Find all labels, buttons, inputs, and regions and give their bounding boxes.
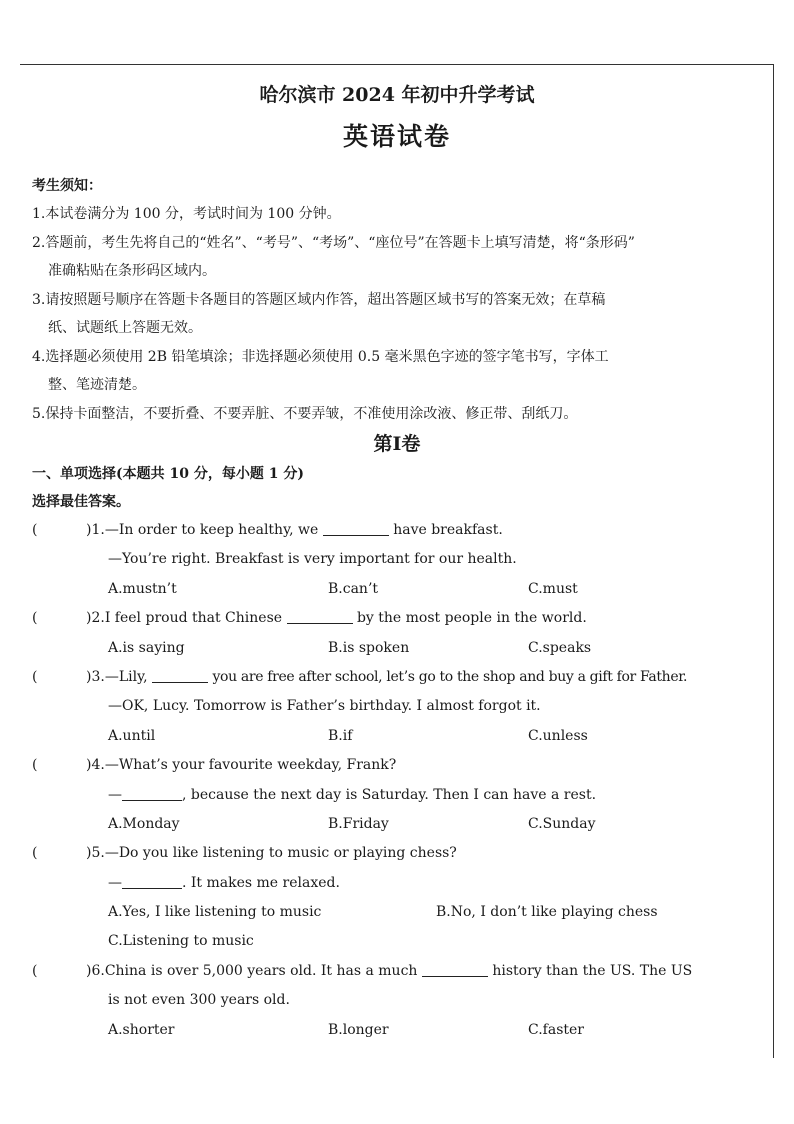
answer-paren: ( (32, 845, 38, 862)
question-6-options (32, 1016, 762, 1045)
answer-blank (122, 874, 182, 889)
answer-paren: ( (32, 962, 38, 979)
question-1-options (32, 575, 762, 604)
notice-line-4-cont: 整、笔迹清楚。 (48, 377, 146, 393)
option-b: B.longer (328, 1021, 389, 1038)
option-c: C.unless (528, 727, 588, 744)
question-6-stem: )6.China is over 5,000 years old. It has a much (86, 962, 418, 979)
option-a: A.Yes, I like listening to music (108, 904, 322, 921)
question-2-options (32, 634, 762, 663)
option-c: C.speaks (528, 639, 592, 656)
notice-line-5: 5.保持卡面整洁，不要折叠、不要弄脏、不要弄皱，不准使用涂改液、修正带、刮纸刀。 (32, 405, 578, 422)
question-6 (32, 957, 762, 986)
option-a: A.Monday (108, 815, 180, 832)
option-c: C.faster (528, 1021, 584, 1038)
option-a: A.mustn’t (108, 580, 177, 597)
answer-paren: ( (32, 610, 38, 627)
answer-blank (422, 962, 488, 977)
question-2-stem: )2.I feel proud that Chinese (86, 610, 283, 627)
question-4-line-2-text: , because the next day is Saturday. Then I can have a rest. (182, 786, 597, 803)
part1-heading: 一、单项选择(本题共 10 分，每小题 1 分) (32, 466, 304, 482)
option-c: C.Listening to music (108, 933, 254, 950)
notice-line-2-cont: 准确粘贴在条形码区域内。 (48, 263, 216, 279)
option-c: C.Sunday (528, 815, 596, 832)
question-4-line-2 (32, 781, 762, 810)
question-1-line-2: —You’re right. Breakfast is very important for our health. (108, 551, 517, 568)
question-4-options (32, 810, 762, 839)
question-1 (32, 516, 762, 545)
exam-page (32, 76, 762, 1045)
option-b: B.can’t (328, 580, 379, 597)
question-3-stem: )3.—Lily, (86, 668, 148, 685)
dash: — (108, 874, 122, 891)
option-a: A.until (108, 727, 156, 744)
question-5-line-2-text: . It makes me relaxed. (182, 874, 340, 891)
question-5-line-2 (32, 869, 762, 898)
option-a: A.shorter (108, 1021, 175, 1038)
dash: — (108, 786, 122, 803)
notice-heading: 考生须知： (32, 178, 102, 194)
answer-paren: ( (32, 522, 38, 538)
notice-line-3-cont: 纸、试题纸上答题无效。 (48, 320, 202, 336)
question-3-stem-end: you are free after school, let’s go to the shop and buy a gift for Father. (212, 668, 688, 685)
option-b: B.if (328, 727, 353, 744)
notice-line-1: 1.本试卷满分为 100 分，考试时间为 100 分钟。 (32, 206, 341, 222)
notice-line-3: 3.请按照题号顺序在答题卡各题目的答题区域内作答，超出答题区域书写的答案无效；在草稿 (32, 291, 606, 308)
question-1-stem-end: have breakfast. (393, 522, 503, 538)
exam-title: 哈尔滨市 2024 年初中升学考试 (259, 84, 535, 106)
option-c: C.must (528, 580, 578, 597)
question-5-options (32, 898, 762, 927)
question-5-stem: )5.—Do you like listening to music or playing chess? (86, 845, 457, 862)
question-3-line-2: —OK, Lucy. Tomorrow is Father’s birthday. I almost forgot it. (108, 698, 541, 715)
question-6-stem-end: history than the US. The US (492, 962, 693, 979)
question-5 (32, 839, 762, 868)
question-3-options (32, 722, 762, 751)
option-a: A.is saying (108, 639, 185, 656)
section-title: 第Ⅰ卷 (373, 433, 421, 455)
answer-blank (152, 668, 208, 683)
notice-line-4: 4.选择题必须使用 2B 铅笔填涂；非选择题必须使用 0.5 毫米黑色字迹的签字笔书写，字体工 (32, 348, 609, 365)
answer-paren: ( (32, 668, 38, 685)
page-frame-right (773, 64, 774, 1058)
question-1-stem: )1.—In order to keep healthy, we (86, 522, 319, 538)
part1-instruction: 选择最佳答案。 (32, 494, 130, 510)
answer-blank (122, 786, 182, 801)
option-b: B.No, I don’t like playing chess (436, 904, 658, 921)
answer-paren: ( (32, 757, 38, 774)
page-frame-top (20, 64, 774, 65)
question-2 (32, 604, 762, 633)
answer-blank (287, 609, 353, 624)
question-4 (32, 751, 762, 780)
option-b: B.Friday (328, 815, 389, 832)
question-5-options-row-2 (32, 927, 762, 956)
answer-blank (323, 521, 389, 536)
exam-subtitle: 英语试卷 (342, 122, 451, 151)
question-4-stem: )4.—What’s your favourite weekday, Frank? (86, 757, 397, 774)
question-3 (32, 663, 762, 692)
notice-line-2: 2.答题前，考生先将自己的“姓名”、“考号”、“考场”、“座位号”在答题卡上填写清楚，将“条形码” (32, 234, 635, 251)
option-b: B.is spoken (328, 639, 410, 656)
question-6-line-2: is not even 300 years old. (108, 992, 290, 1009)
question-2-stem-end: by the most people in the world. (356, 610, 587, 627)
